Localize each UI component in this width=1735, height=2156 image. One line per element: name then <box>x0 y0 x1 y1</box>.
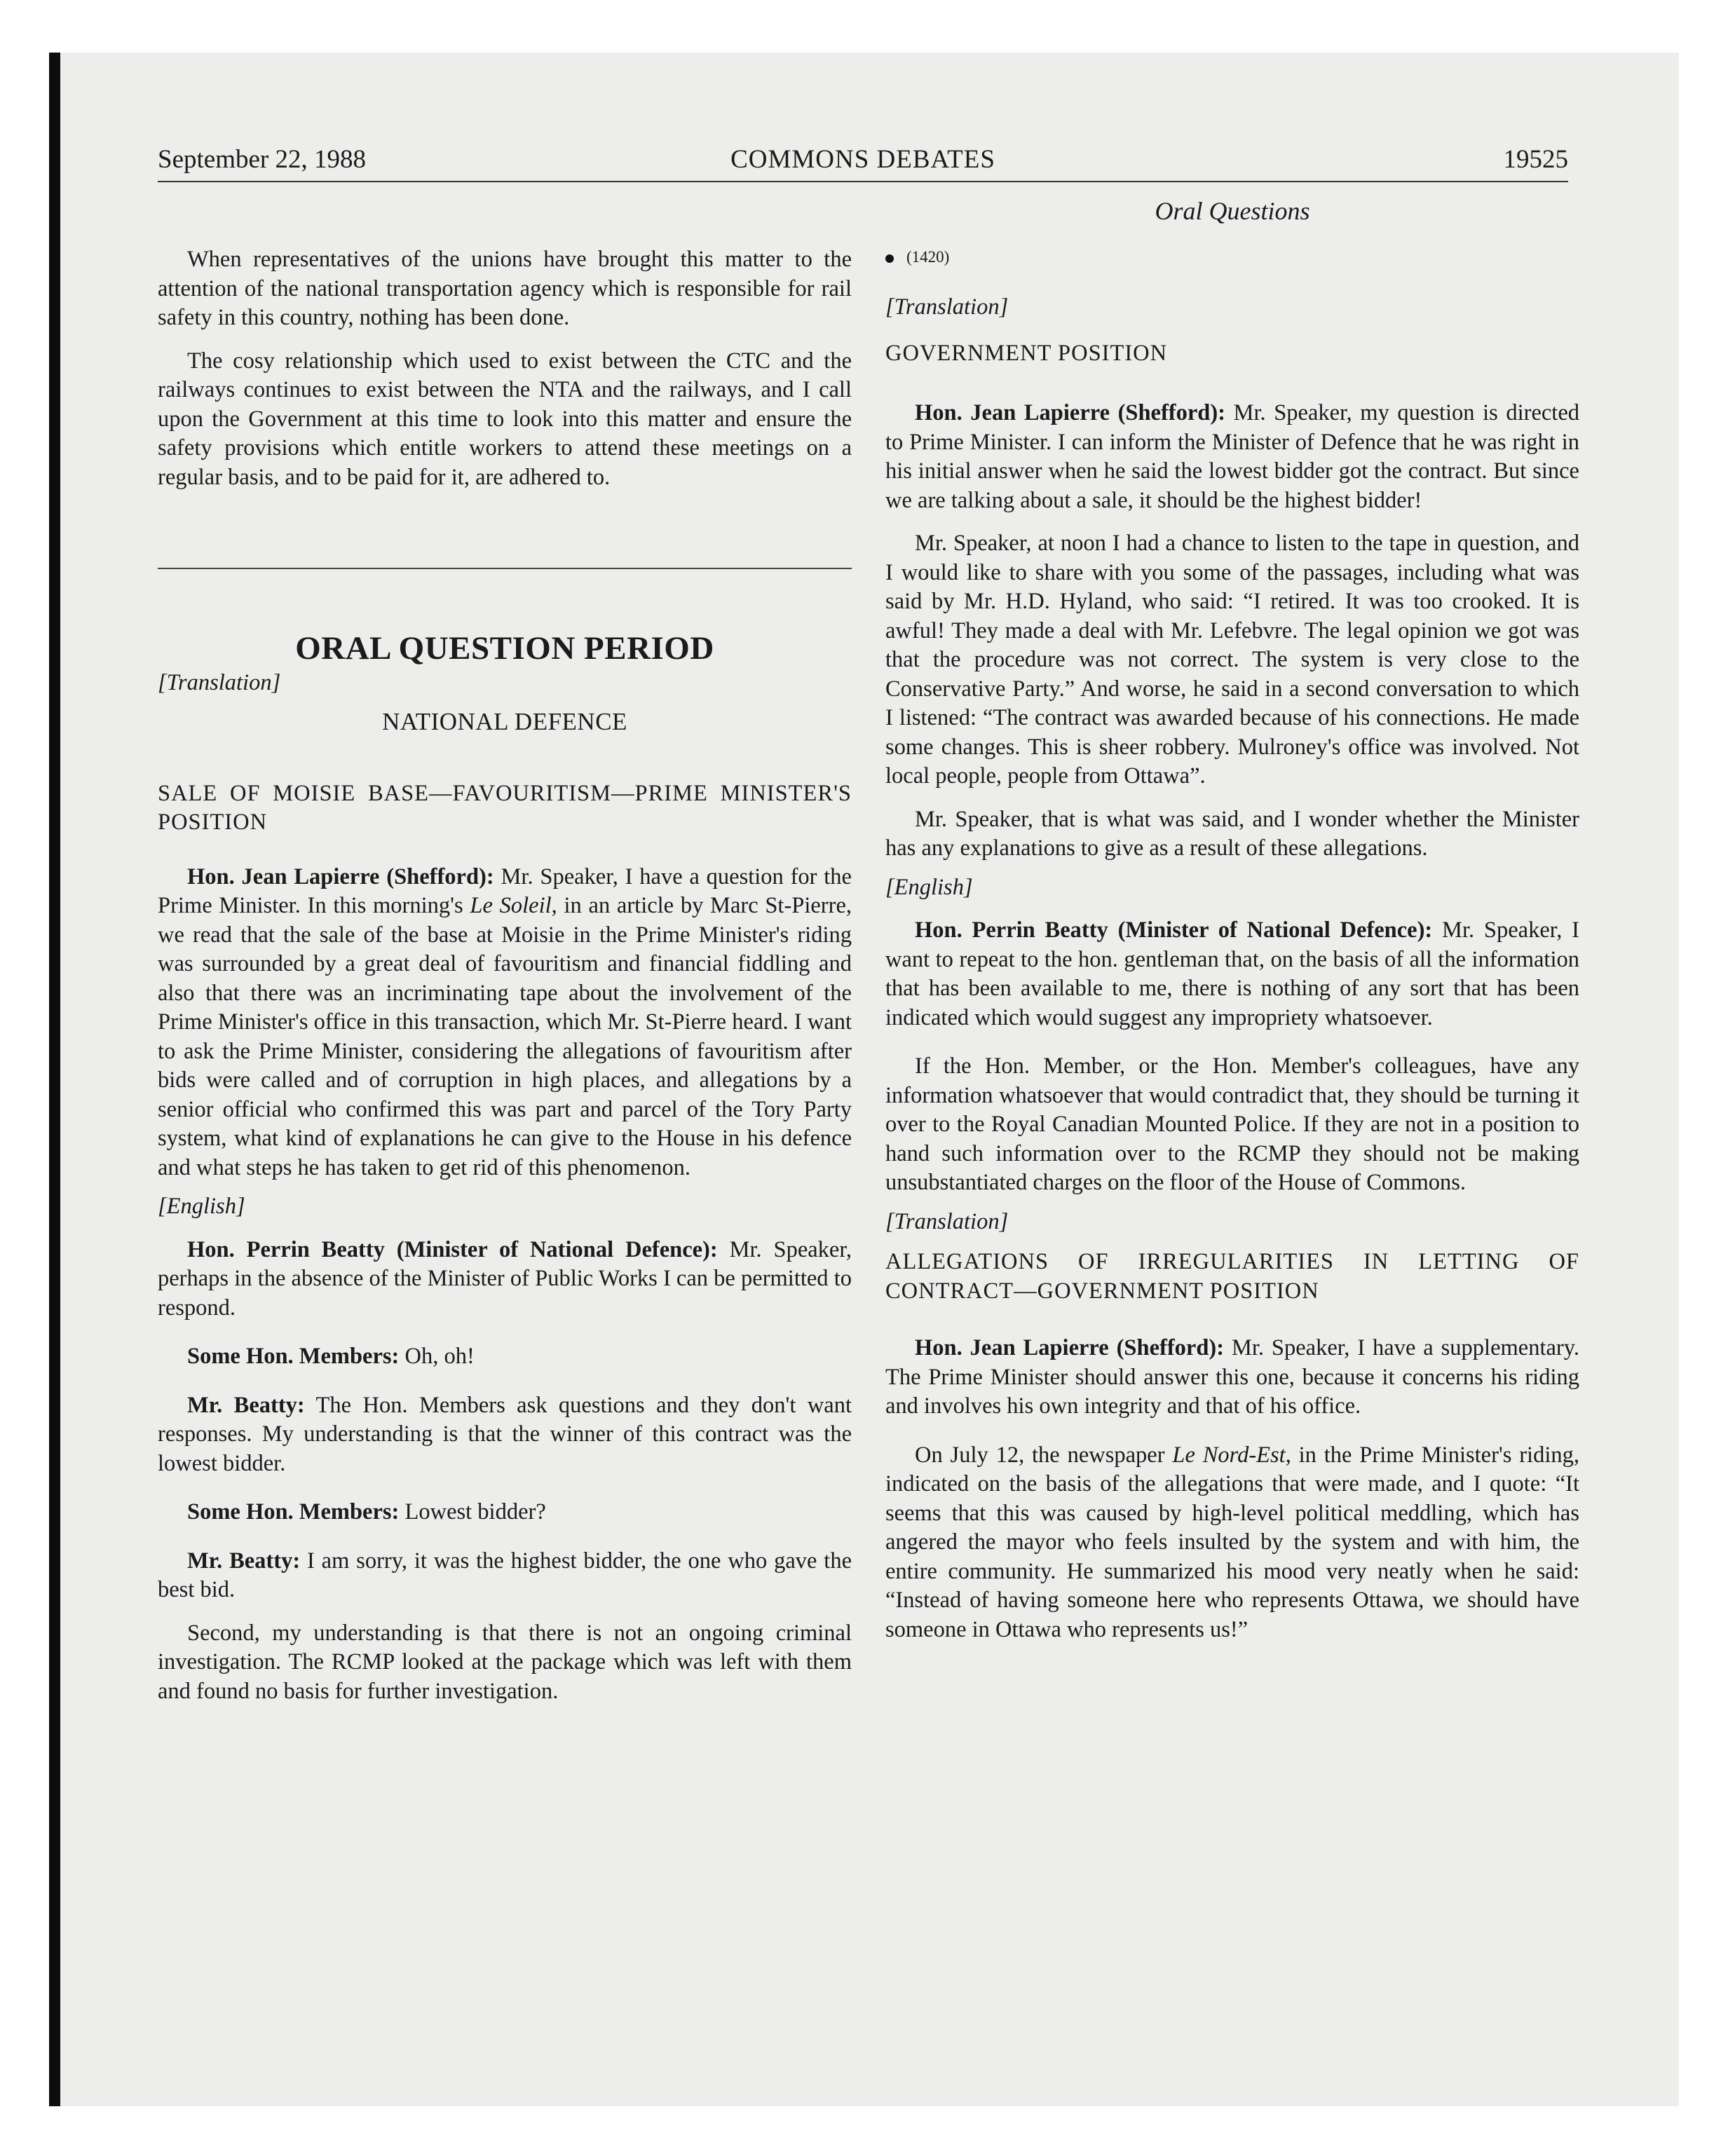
paragraph: When representatives of the unions have brought this matter to the attention of the national transportation agency which is responsible for rail safety in this country, nothing has been done. <box>158 247 852 330</box>
right-column <box>885 196 1579 1644</box>
paragraph: The cosy relationship which used to exist between the CTC and the railways continues to exist between the NTA and the railways, and I call upon the Government at this time to look into this matter and ensure the safety provisions which entitle workers to attend these meetings on a regular basis, and to be paid for it, are adhered to. <box>158 348 852 490</box>
paragraph: If the Hon. Member, or the Hon. Member's colleagues, have any information whatsoever that would contradict that, they should be turning it over to the Royal Canadian Mounted Police. If they are not in a position to hand such information over to the RCMP they should not be making unsubstantiated charges on the floor of the House of Commons. <box>885 1053 1579 1195</box>
language-tag: [English] <box>158 1194 245 1219</box>
paragraph: Mr. Speaker, at noon I had a chance to listen to the tape in question, and I would like to share with you some of the passages, including what was said by Mr. H.D. Hyland, who said: “I retired. It was too crooked. It is awful! They made a deal with Mr. Lefebvre. The legal opinion we got was that the procedure was not correct. The system is very close to the Conservative Party.” And worse, he said in a second conversation to which I listened: “The contract was awarded because of his connections. He made some changes. This is sheer robbery. Mulroney's office was involved. Not local people, people from Ottawa”. <box>885 531 1579 789</box>
speech-text: Oh, oh! <box>399 1344 475 1369</box>
paragraph-text: , in the Prime Minister's riding, indicated on the basis of the allegations that were made, and I quote: “It seems that this was caused by high-level political meddling, which has angered the mayor who feels insulted by the system and with him, the entire community. He summarized his mood very neatly when he said: “Instead of having someone here who represents Ottawa, we should have someone in Ottawa who represents us!” <box>885 1442 1579 1642</box>
subtopic-heading: SALE OF MOISIE BASE—FAVOURITISM—PRIME MINISTER'S POSITION <box>158 780 852 835</box>
speech-text: Mr. Speaker, I want to repeat to the hon. gentleman that, on the basis of all the information that has been available to me, there is nothing of any sort that has been indicated which would suggest any impropriety whatsoever. <box>885 917 1579 1030</box>
language-tag: [Translation] <box>885 1208 1009 1234</box>
topic-heading: NATIONAL DEFENCE <box>382 707 627 735</box>
speaker-name: Hon. Jean Lapierre (Shefford): <box>915 400 1226 425</box>
bullet-icon <box>885 254 894 263</box>
page-header <box>158 144 1568 182</box>
speaker-name: Some Hon. Members: <box>187 1344 400 1369</box>
speaker-name: Hon. Perrin Beatty (Minister of National Defence): <box>187 1236 718 1262</box>
speaker-name: Mr. Beatty: <box>187 1548 301 1574</box>
paragraph-text: On July 12, the newspaper <box>915 1442 1173 1468</box>
page-number: 19525 <box>1503 145 1568 174</box>
running-section-header: Oral Questions <box>1155 197 1310 225</box>
speech <box>885 1334 1579 1421</box>
speech-text: Mr. Speaker, perhaps in the absence of the Minister of Public Works I can be permitted to respond. <box>158 1236 852 1321</box>
left-column <box>158 196 852 1706</box>
speech <box>158 863 852 1183</box>
speech <box>158 1342 852 1372</box>
section-divider <box>158 568 852 569</box>
language-tag: [Translation] <box>885 294 1009 320</box>
speech <box>885 399 1579 515</box>
newspaper-title: Le Soleil <box>470 893 552 918</box>
header-title: COMMONS DEBATES <box>730 145 995 174</box>
speaker-name: Hon. Jean Lapierre (Shefford): <box>187 864 494 889</box>
binding-edge <box>49 53 60 2106</box>
speech-text: Mr. Speaker, my question is directed to Prime Minister. I can inform the Minister of Defence that he was right in his initial answer when he said the lowest bidder got the contract. But since we are talking about a sale, it should be the highest bidder! <box>885 400 1579 513</box>
paragraph <box>885 1441 1579 1645</box>
header-date: September 22, 1988 <box>158 145 366 174</box>
speech-text: Lowest bidder? <box>399 1499 546 1524</box>
speech-text: I am sorry, it was the highest bidder, the one who gave the best bid. <box>158 1548 852 1602</box>
speech <box>158 1498 852 1527</box>
speech <box>158 1547 852 1605</box>
speech <box>158 1391 852 1479</box>
speech-text: , in an article by Marc St-Pierre, we read that the sale of the base at Moisie in the Prime Minister's riding was surrounded by a great deal of favouritism and financial fiddling and also that there was an incriminating tape about the involvement of the Prime Minister's office in this transaction, which Mr. St-Pierre heard. I want to ask the Prime Minister, considering the allegations of favouritism after bids were called and of corruption in high places, and allegations by a senior official who confirmed this was part and parcel of the Tory Party system, what kind of explanations he can give to the House in his defence and what steps he has taken to get rid of this phenomenon. <box>158 893 852 1180</box>
speaker-name: Some Hon. Members: <box>187 1499 400 1524</box>
speaker-name: Mr. Beatty: <box>187 1392 305 1418</box>
speaker-name: Hon. Jean Lapierre (Shefford): <box>915 1335 1225 1360</box>
speech-text: Mr. Speaker, I have a question for the Prime Minister. In this morning's <box>158 864 852 918</box>
section-title: ORAL QUESTION PERIOD <box>295 630 714 667</box>
speech-text: Mr. Speaker, I have a supplementary. The Prime Minister should answer this one, because it concerns his riding and involves his own integrity and that of his office. <box>885 1335 1579 1419</box>
paragraph: Mr. Speaker, that is what was said, and I wonder whether the Minister has any explanations to give as a result of these allegations. <box>885 806 1579 861</box>
subtopic-heading: GOVERNMENT POSITION <box>885 340 1168 366</box>
time-stamp <box>885 248 1579 266</box>
subtopic-heading: ALLEGATIONS OF IRREGULARITIES IN LETTING OF CONTRACT—GOVERNMENT POSITION <box>885 1249 1579 1304</box>
language-tag: [Translation] <box>158 670 281 695</box>
paragraph: Second, my understanding is that there is not an ongoing criminal investigation. The RCMP looked at the package which was left with them and found no basis for further investigation. <box>158 1620 852 1704</box>
speech <box>885 916 1579 1032</box>
speaker-name: Hon. Perrin Beatty (Minister of National Defence): <box>915 917 1433 943</box>
time-text: (1420) <box>906 248 950 266</box>
speech <box>158 1236 852 1323</box>
newspaper-title: Le Nord-Est <box>1172 1442 1286 1468</box>
language-tag: [English] <box>885 874 973 900</box>
speech-text: The Hon. Members ask questions and they don't want responses. My understanding is that the winner of this contract was the lowest bidder. <box>158 1392 852 1476</box>
